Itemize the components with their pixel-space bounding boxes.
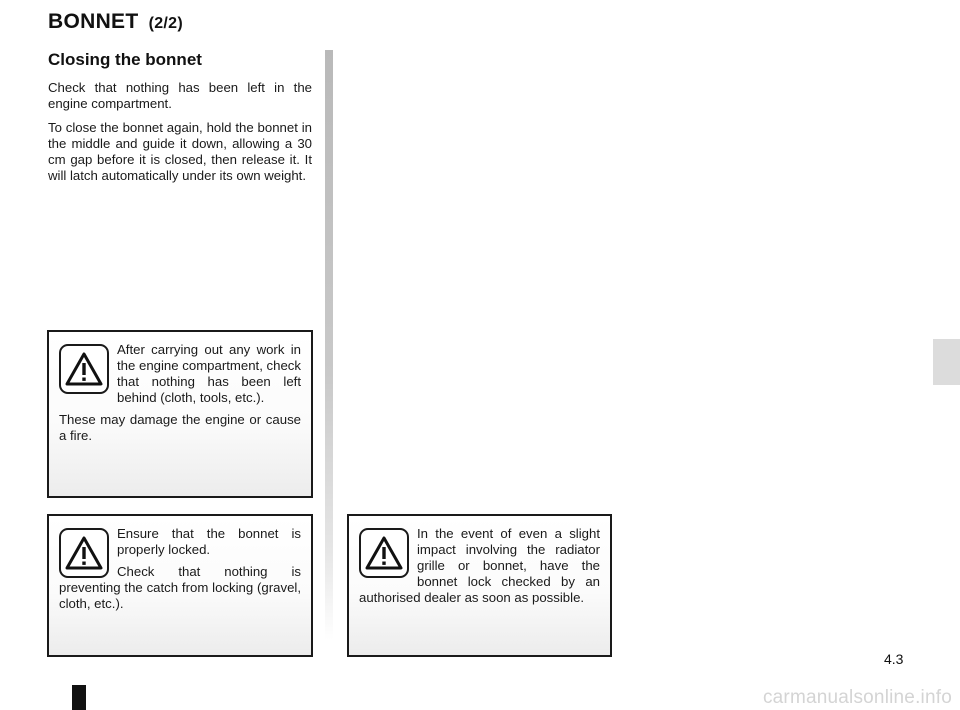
paragraph-closing-instructions: To close the bonnet again, hold the bonnet in the middle and guide it down, allowing a 30 cm gap before it is closed, then release it. It will latch automatically under its own weight.	[48, 120, 312, 183]
warning-box-engine-compartment	[47, 330, 313, 498]
warning-box-bonnet-locked	[47, 514, 313, 657]
paragraph-check: Check that nothing has been left in the engine compartment.	[48, 80, 312, 111]
watermark: carmanualsonline.info	[762, 687, 952, 708]
warning-box-impact	[347, 514, 612, 657]
warning-text: In the event of even a slight impact involving the radiator grille or bonnet, have the bonnet lock checked by an authorised dealer as soon as possible.	[359, 526, 600, 605]
warning-text: These may damage the engine or cause a fire.	[59, 412, 301, 443]
column-divider	[325, 50, 333, 640]
page-title-part: (2/2)	[148, 15, 184, 32]
main-column	[48, 50, 312, 192]
page-title-text: BONNET	[48, 10, 139, 33]
warning-text: Ensure that the bonnet is properly locked.	[117, 526, 301, 557]
page-title	[48, 10, 183, 34]
page-number: 4.3	[884, 651, 904, 667]
corner-mark	[72, 685, 86, 710]
warning-text: Check that nothing is preventing the catch from locking (gravel, cloth, etc.).	[59, 564, 301, 611]
warning-text: After carrying out any work in the engine compartment, check that nothing has been left behind (cloth, tools, etc.).	[117, 342, 301, 405]
chapter-tab	[933, 339, 960, 385]
section-heading: Closing the bonnet	[48, 50, 202, 69]
warning-triangle-icon	[359, 528, 409, 578]
warning-triangle-icon	[59, 344, 109, 394]
warning-triangle-icon	[59, 528, 109, 578]
